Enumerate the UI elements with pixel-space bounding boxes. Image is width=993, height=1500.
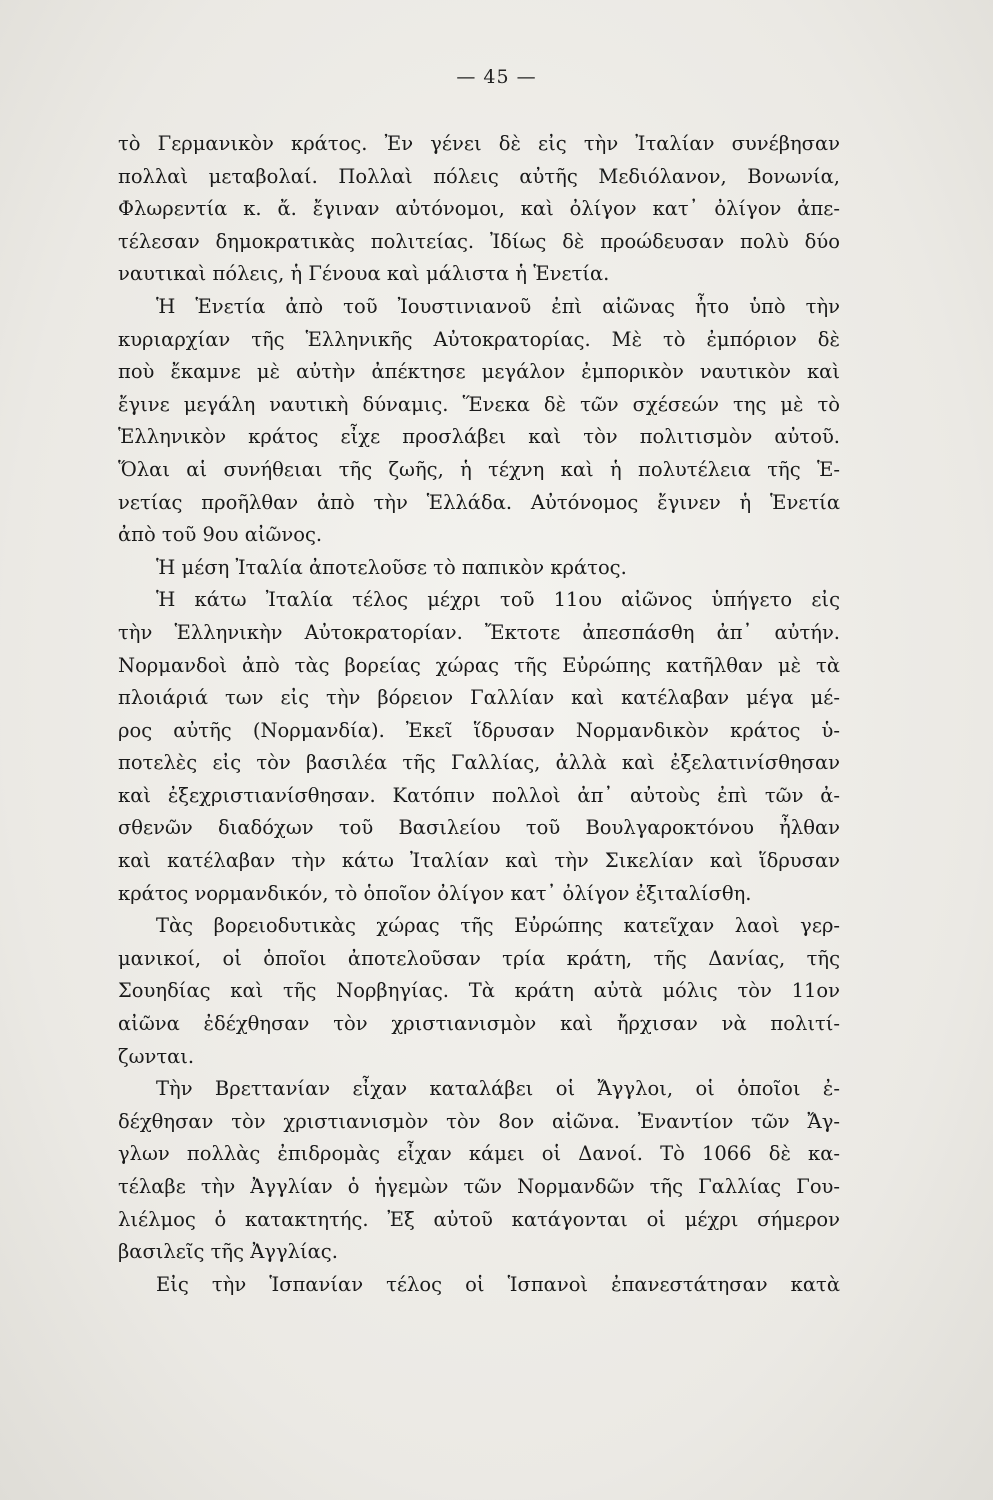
text-line: αἰῶνα ἐδέχθησαν τὸν χριστιανισμὸν καὶ ἤρχισαν νὰ πολιτί-: [118, 1012, 840, 1036]
page-number: — 45 —: [456, 66, 537, 88]
text-line: Τὴν Βρεττανίαν εἶχαν καταλάβει οἱ Ἄγγλοι, οἱ ὁποῖοι ἐ-: [156, 1077, 840, 1101]
text-line: Ἡ κάτω Ἰταλία τέλος μέχρι τοῦ 11ου αἰῶνος ὑπήγετο εἰς: [156, 588, 840, 612]
text-line: λιέλμος ὁ κατακτητής. Ἐξ αὐτοῦ κατάγονται οἱ μέχρι σήμερον: [118, 1207, 840, 1231]
text-line: δέχθησαν τὸν χριστιανισμὸν τὸν 8ον αἰῶνα. Ἐναντίον τῶν Ἄγ-: [118, 1109, 840, 1133]
text-line: πλοιάριά των εἰς τὴν βόρειον Γαλλίαν καὶ κατέλαβαν μέγα μέ-: [118, 686, 840, 710]
text-line: ποτελὲς εἰς τὸν βασιλέα τῆς Γαλλίας, ἀλλὰ καὶ ἐξελατινίσθησαν: [118, 751, 840, 775]
text-line: ἔγινε μεγάλη ναυτικὴ δύναμις. Ἕνεκα δὲ τῶν σχέσεών της μὲ τὸ: [118, 392, 840, 416]
text-line: καὶ ἐξεχριστιανίσθησαν. Κατόπιν πολλοὶ ἀπ᾽ αὐτοὺς ἐπὶ τῶν ἀ-: [118, 783, 840, 807]
text-line: γλων πολλὰς ἐπιδρομὰς εἶχαν κάμει οἱ Δανοί. Τὸ 1066 δὲ κα-: [118, 1142, 840, 1166]
text-line: ἀπὸ τοῦ 9ου αἰῶνος.: [118, 523, 323, 547]
text-line: μανικοί, οἱ ὁποῖοι ἀποτελοῦσαν τρία κράτη, τῆς Δανίας, τῆς: [118, 946, 840, 970]
text-line: νετίας προῆλθαν ἀπὸ τὴν Ἑλλάδα. Αὐτόνομος ἔγινεν ἡ Ἑνετία: [118, 490, 840, 514]
text-line: καὶ κατέλαβαν τὴν κάτω Ἰταλίαν καὶ τὴν Σικελίαν καὶ ἵδρυσαν: [118, 849, 840, 873]
text-line: Ἡ Ἑνετία ἀπὸ τοῦ Ἰουστινιανοῦ ἐπὶ αἰῶνας ἦτο ὑπὸ τὴν: [156, 294, 840, 318]
text-line: Εἰς τὴν Ἱσπανίαν τέλος οἱ Ἱσπανοὶ ἐπανεστάτησαν κατὰ: [156, 1272, 840, 1296]
text-line: ποὺ ἔκαμνε μὲ αὐτὴν ἀπέκτησε μεγάλον ἐμπορικὸν ναυτικὸν καὶ: [118, 360, 840, 384]
text-line: Σουηδίας καὶ τῆς Νορβηγίας. Τὰ κράτη αὐτὰ μόλις τὸν 11ον: [118, 979, 840, 1003]
text-line: Ὅλαι αἱ συνήθειαι τῆς ζωῆς, ἡ τέχνη καὶ ἡ πολυτέλεια τῆς Ἑ-: [118, 457, 840, 481]
text-line: ζωνται.: [118, 1044, 195, 1068]
text-line: τὸ Γερμανικὸν κράτος. Ἐν γένει δὲ εἰς τὴν Ἰταλίαν συνέβησαν: [118, 132, 840, 155]
text-line: κυριαρχίαν τῆς Ἑλληνικῆς Αὐτοκρατορίας. Μὲ τὸ ἐμπόριον δὲ: [118, 327, 840, 351]
body-text: [118, 128, 840, 1301]
text-line: κράτος νορμανδικόν, τὸ ὁποῖον ὀλίγον κατ᾽ ὀλίγον ἐξιταλίσθη.: [118, 881, 752, 905]
text-line: ρος αὐτῆς (Νορμανδία). Ἐκεῖ ἵδρυσαν Νορμανδικὸν κράτος ὑ-: [118, 718, 840, 742]
text-line: Νορμανδοὶ ἀπὸ τὰς βορείας χώρας τῆς Εὐρώπης κατῆλθαν μὲ τὰ: [118, 653, 840, 677]
text-line: Ἑλληνικὸν κράτος εἶχε προσλάβει καὶ τὸν πολιτισμὸν αὐτοῦ.: [118, 425, 840, 449]
text-line: τέλαβε τὴν Ἀγγλίαν ὁ ἡγεμὼν τῶν Νορμανδῶν τῆς Γαλλίας Γου-: [118, 1175, 840, 1198]
text-line: Φλωρεντία κ. ἄ. ἔγιναν αὐτόνομοι, καὶ ὀλίγον κατ᾽ ὀλίγον ἀπε-: [118, 197, 840, 221]
text-line: τέλεσαν δημοκρατικὰς πολιτείας. Ἰδίως δὲ προώδευσαν πολὺ δύο: [118, 229, 840, 253]
text-line: ναυτικαὶ πόλεις, ἡ Γένουα καὶ μάλιστα ἡ Ἑνετία.: [118, 262, 610, 286]
text-line: Ἡ μέση Ἰταλία ἀποτελοῦσε τὸ παπικὸν κράτος.: [156, 555, 627, 579]
text-line: σθενῶν διαδόχων τοῦ Βασιλείου τοῦ Βουλγαροκτόνου ἦλθαν: [118, 816, 840, 840]
text-line: Τὰς βορειοδυτικὰς χώρας τῆς Εὐρώπης κατεῖχαν λαοὶ γερ-: [156, 914, 840, 938]
text-line: πολλαὶ μεταβολαί. Πολλαὶ πόλεις αὐτῆς Μεδιόλανον, Βονωνία,: [118, 164, 840, 188]
text-line: βασιλεῖς τῆς Ἀγγλίας.: [118, 1240, 338, 1264]
text-line: τὴν Ἑλληνικὴν Αὐτοκρατορίαν. Ἔκτοτε ἀπεσπάσθη ἀπ᾽ αὐτήν.: [118, 620, 840, 644]
